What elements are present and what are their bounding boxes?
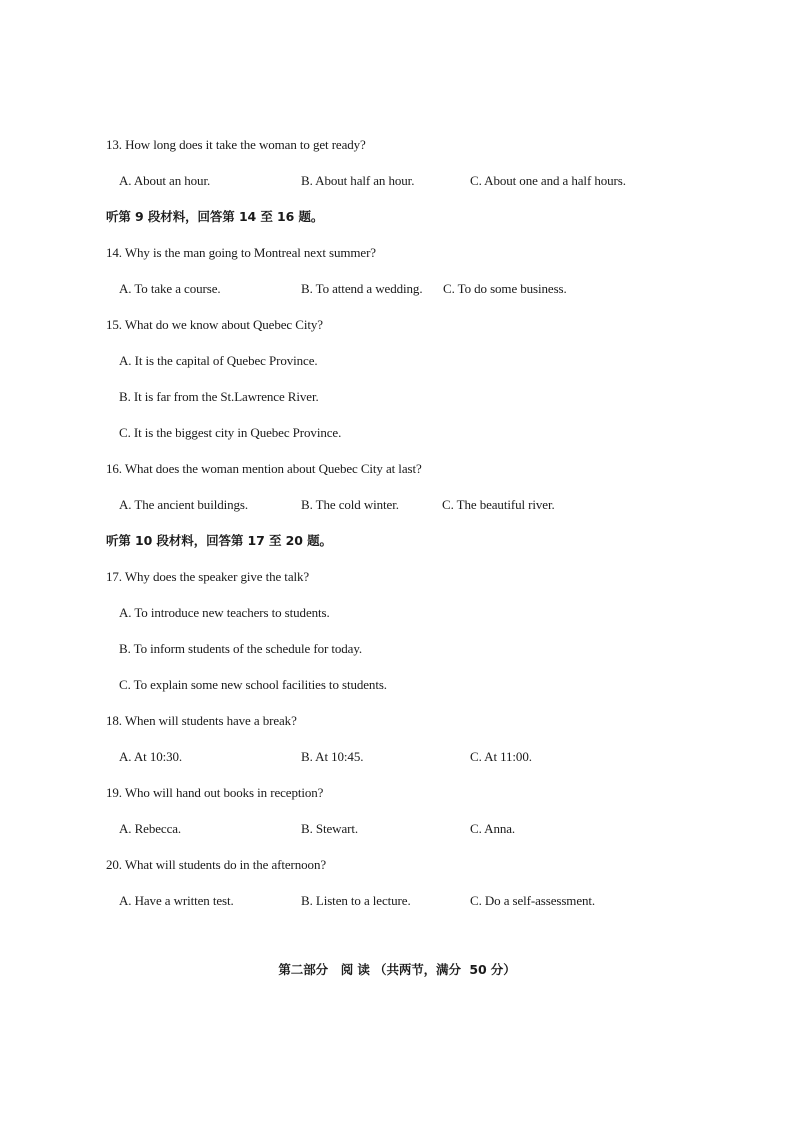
q14-option-b: B. To attend a wedding. xyxy=(301,281,423,296)
question-16: 16. What does the woman mention about Quebec City at last? xyxy=(106,461,422,476)
question-15: 15. What do we know about Quebec City? xyxy=(106,317,323,332)
q18-option-b: B. At 10:45. xyxy=(301,749,364,764)
section-heading-10: 听第 10 段材料，回答第 17 至 20 题。 xyxy=(106,533,332,548)
q18-option-c: C. At 11:00. xyxy=(470,749,532,764)
q13-option-b: B. About half an hour. xyxy=(301,173,415,188)
part-two-heading: 第二部分 阅 读 （共两节，满分 50 分） xyxy=(278,962,516,977)
q15-option-c: C. It is the biggest city in Quebec Province. xyxy=(119,425,342,440)
question-13: 13. How long does it take the woman to get ready? xyxy=(106,137,366,152)
question-20: 20. What will students do in the afternoon? xyxy=(106,857,327,872)
q20-option-c: C. Do a self-assessment. xyxy=(470,893,596,908)
q13-option-a: A. About an hour. xyxy=(119,173,211,188)
q17-option-b: B. To inform students of the schedule for today. xyxy=(119,641,363,656)
section-heading-9: 听第 9 段材料，回答第 14 至 16 题。 xyxy=(106,209,324,224)
q16-option-a: A. The ancient buildings. xyxy=(119,497,249,512)
question-18: 18. When will students have a break? xyxy=(106,713,297,728)
q15-option-a: A. It is the capital of Quebec Province. xyxy=(119,353,318,368)
question-17: 17. Why does the speaker give the talk? xyxy=(106,569,310,584)
q16-option-b: B. The cold winter. xyxy=(301,497,399,512)
q20-option-b: B. Listen to a lecture. xyxy=(301,893,411,908)
q15-option-b: B. It is far from the St.Lawrence River. xyxy=(119,389,319,404)
q19-option-c: C. Anna. xyxy=(470,821,516,836)
q18-option-a: A. At 10:30. xyxy=(119,749,183,764)
q17-option-c: C. To explain some new school facilities to students. xyxy=(119,677,387,692)
q20-option-a: A. Have a written test. xyxy=(119,893,234,908)
q13-option-c: C. About one and a half hours. xyxy=(470,173,626,188)
question-19: 19. Who will hand out books in reception? xyxy=(106,785,324,800)
q14-option-a: A. To take a course. xyxy=(119,281,221,296)
q14-option-c: C. To do some business. xyxy=(443,281,567,296)
q19-option-b: B. Stewart. xyxy=(301,821,359,836)
q19-option-a: A. Rebecca. xyxy=(119,821,182,836)
q16-option-c: C. The beautiful river. xyxy=(442,497,555,512)
question-14: 14. Why is the man going to Montreal next summer? xyxy=(106,245,376,260)
q17-option-a: A. To introduce new teachers to students. xyxy=(119,605,330,620)
